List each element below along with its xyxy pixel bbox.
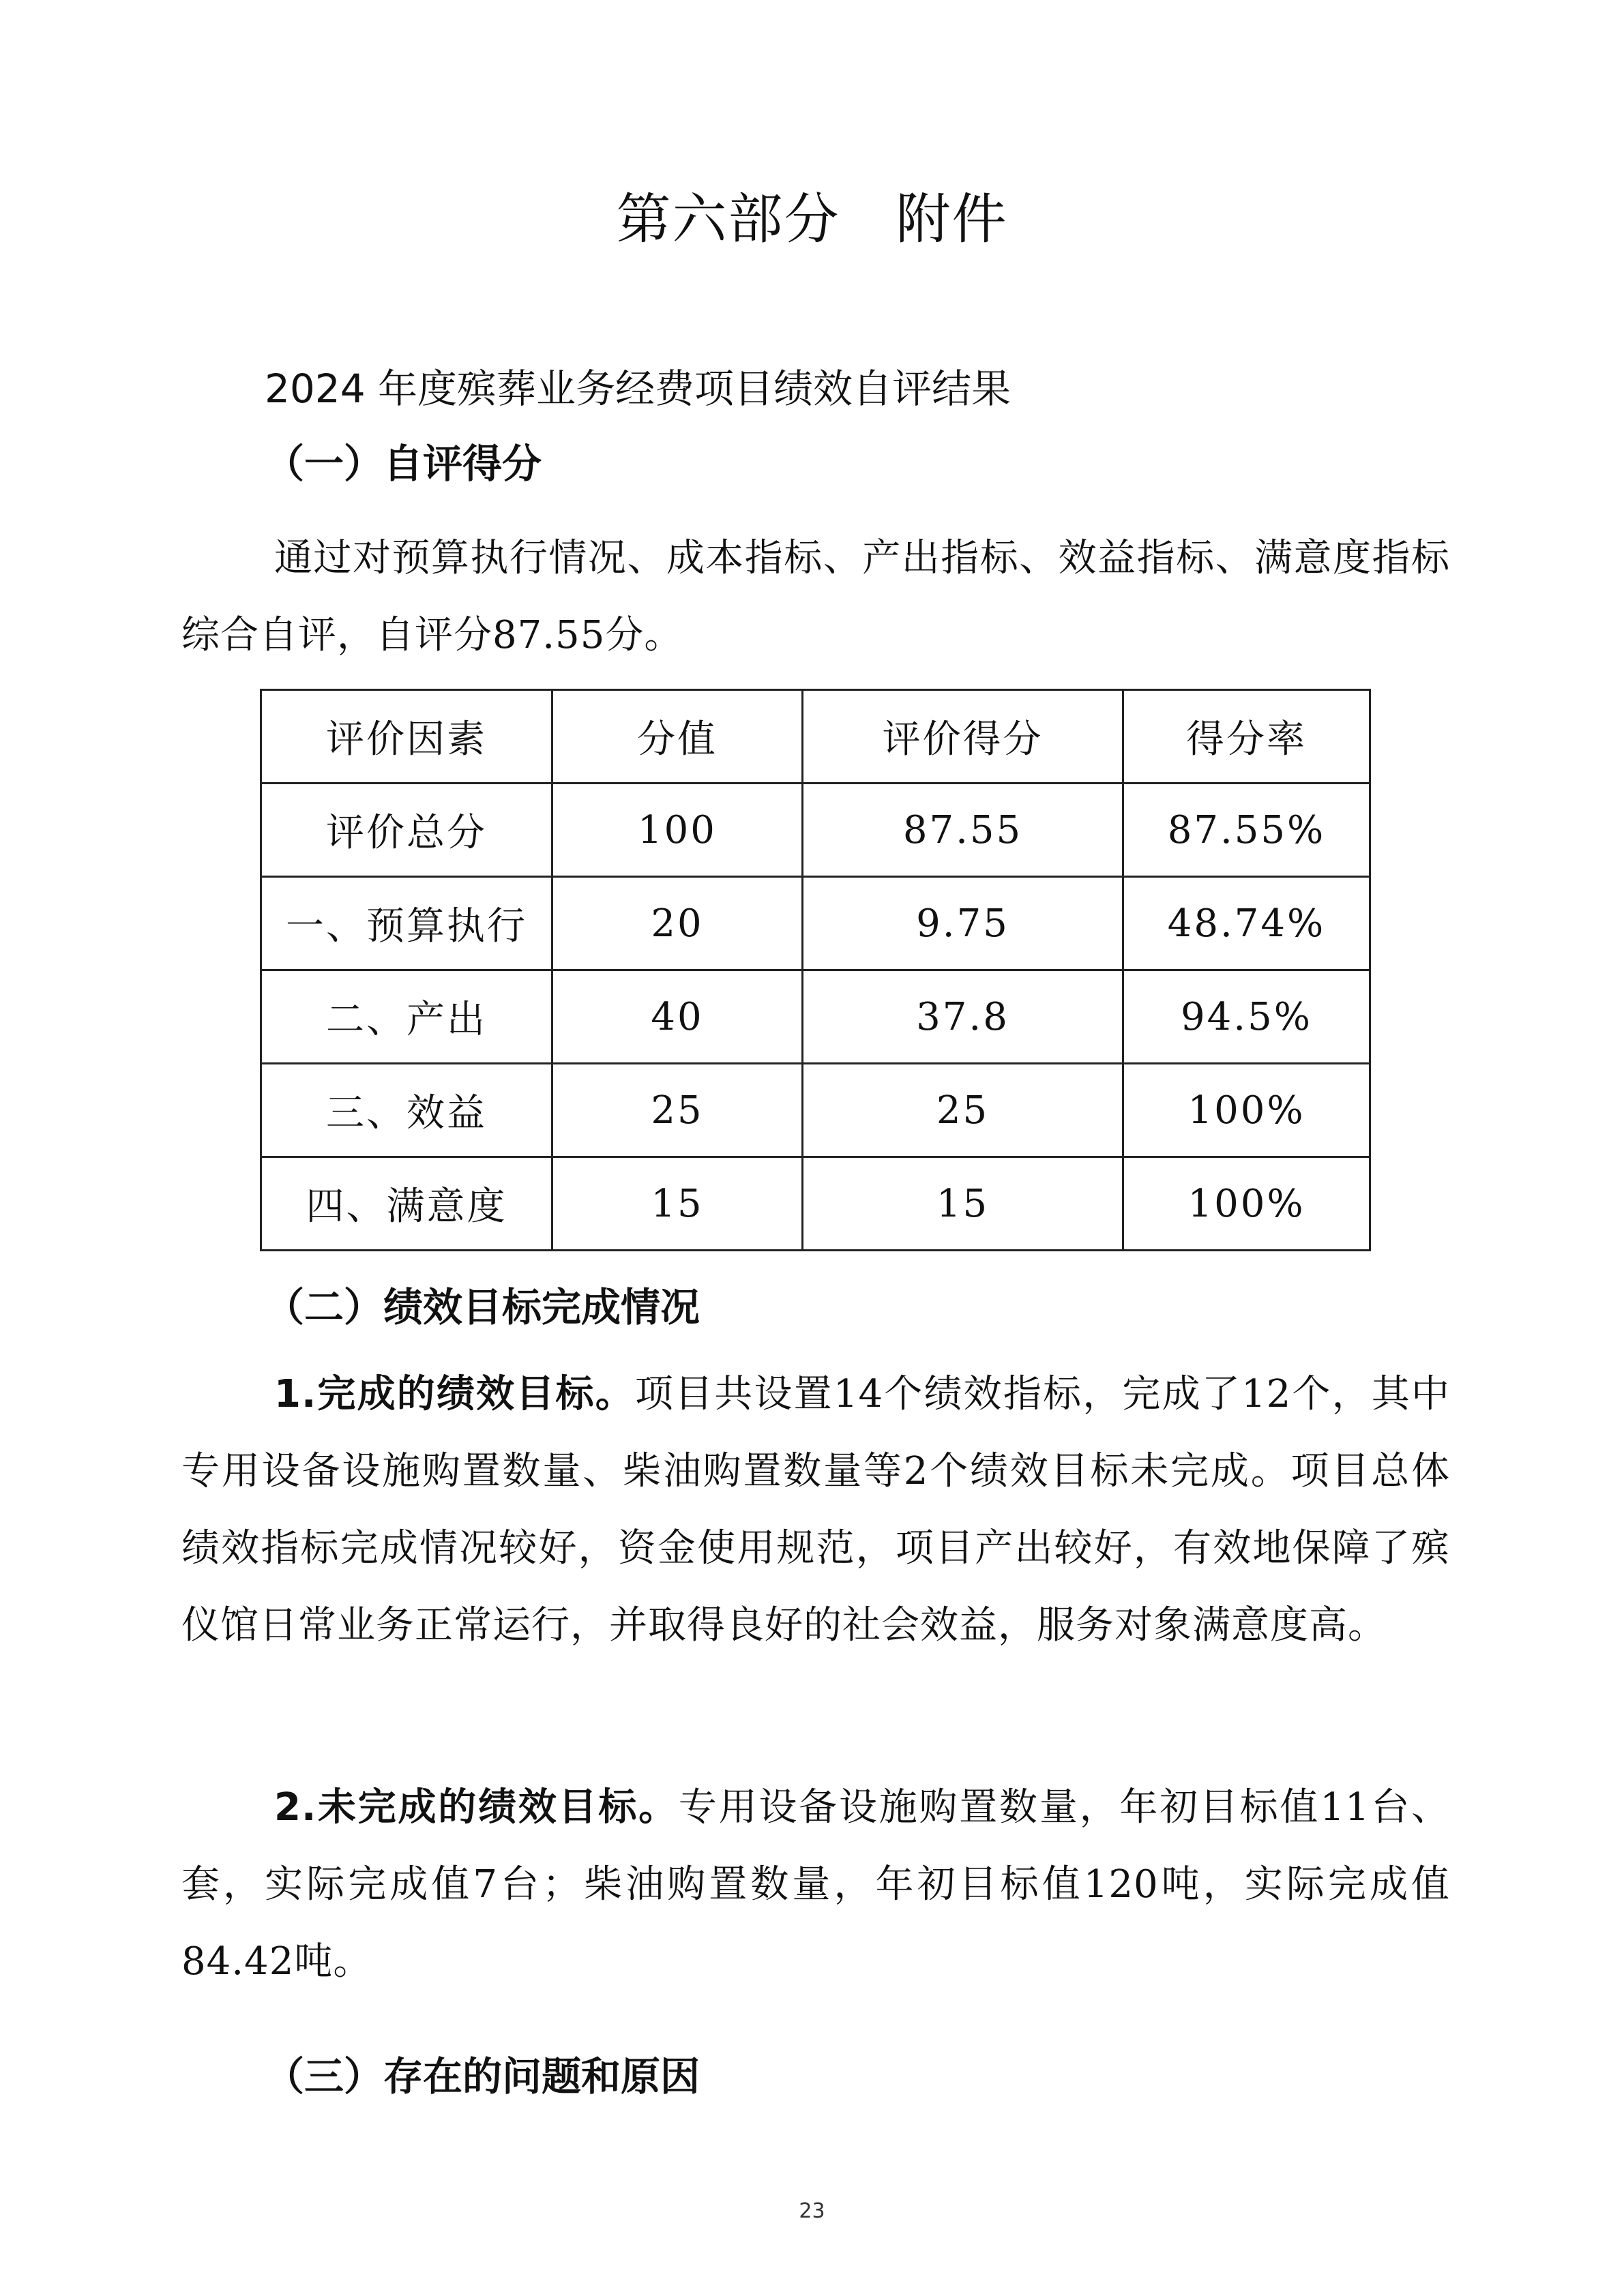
table-header-cell: 评价得分: [803, 690, 1123, 784]
completed-goals-lead: 1.完成的绩效目标。: [274, 1372, 635, 1416]
table-cell: 20: [552, 877, 803, 970]
table-row: [261, 877, 1370, 970]
table-row: [261, 970, 1370, 1064]
table-row: [261, 784, 1370, 877]
uncompleted-goals-text: 专用设备设施购置数量，年初目标值11台、套，实际完成值7台；柴油购置数量，年初目标值120吨，实际完成值84.42吨。: [181, 1785, 1450, 1984]
table-cell: 二、产出: [261, 970, 552, 1064]
table-cell: 100%: [1123, 1064, 1370, 1157]
completed-goals-paragraph: [181, 1356, 1450, 1664]
table-cell: 87.55%: [1123, 784, 1370, 877]
table-cell: 87.55: [803, 784, 1123, 877]
section-heading-problems: （三）存在的问题和原因: [265, 2053, 700, 2100]
table-cell: 评价总分: [261, 784, 552, 877]
table-cell: 四、满意度: [261, 1157, 552, 1251]
table-cell: 94.5%: [1123, 970, 1370, 1064]
self-score-paragraph: 通过对预算执行情况、成本指标、产出指标、效益指标、满意度指标综合自评，自评分87.55分。: [181, 536, 1450, 657]
document-subtitle: 2024 年度殡葬业务经费项目绩效自评结果: [265, 366, 1012, 412]
table-cell: 48.74%: [1123, 877, 1370, 970]
table-cell: 15: [552, 1157, 803, 1251]
table-header-cell: 分值: [552, 690, 803, 784]
table-cell: 40: [552, 970, 803, 1064]
table-header-cell: 评价因素: [261, 690, 552, 784]
table-header-cell: 得分率: [1123, 690, 1370, 784]
score-table: [260, 689, 1371, 1251]
table-cell: 37.8: [803, 970, 1123, 1064]
table-cell: 25: [803, 1064, 1123, 1157]
table-cell: 三、效益: [261, 1064, 552, 1157]
section-heading-goal-completion: （二）绩效目标完成情况: [265, 1284, 700, 1330]
uncompleted-goals-lead: 2.未完成的绩效目标。: [274, 1785, 679, 1830]
table-cell: 100: [552, 784, 803, 877]
table-cell: 25: [552, 1064, 803, 1157]
table-cell: 100%: [1123, 1157, 1370, 1251]
page-title: 第六部分 附件: [616, 188, 1008, 251]
table-cell: 15: [803, 1157, 1123, 1251]
table-cell: 9.75: [803, 877, 1123, 970]
section-heading-self-score: （一）自评得分: [265, 441, 542, 487]
uncompleted-goals-paragraph: [181, 1769, 1450, 2000]
table-header-row: [261, 690, 1370, 784]
page-number: 23: [799, 2199, 825, 2223]
completed-goals-text: 项目共设置14个绩效指标，完成了12个，其中专用设备设施购置数量、柴油购置数量等2个绩效目标未完成。项目总体绩效指标完成情况较好，资金使用规范，项目产出较好，有效地保障了殡仪馆日常业务正常运行，并取得良好的社会效益，服务对象满意度高。: [181, 1372, 1450, 1648]
table-cell: 一、预算执行: [261, 877, 552, 970]
table-row: [261, 1157, 1370, 1251]
table-row: [261, 1064, 1370, 1157]
